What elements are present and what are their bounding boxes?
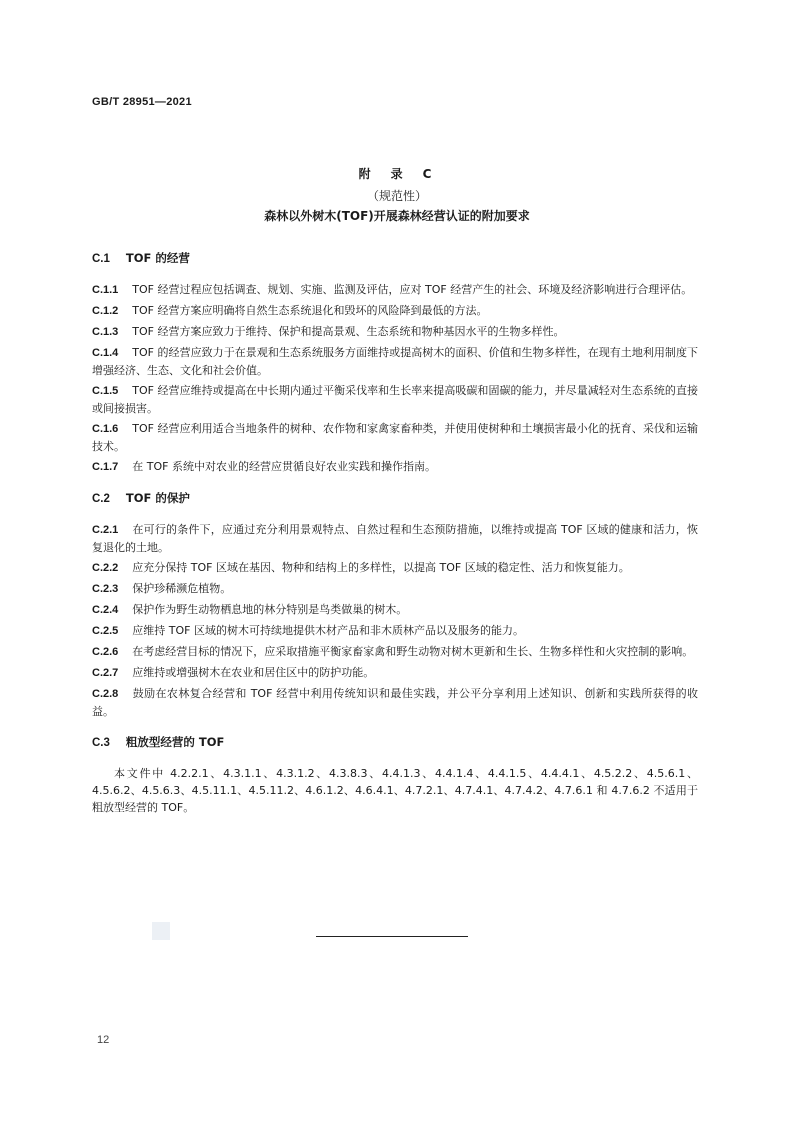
clause-number: C.1.7: [92, 461, 119, 473]
clause: [92, 344, 698, 379]
clause-text: TOF 经营方案应致力于维持、保护和提高景观、生态系统和物种基因水平的生物多样性。: [132, 325, 565, 338]
clause-number: C.1.1: [92, 284, 119, 296]
section-number: C.3: [92, 737, 110, 749]
clause: [92, 685, 698, 720]
clause-number: C.2.1: [92, 524, 119, 536]
annex-type: （规范性）: [366, 189, 427, 203]
clause: [92, 559, 698, 577]
section-c1: [92, 250, 698, 476]
clause: [92, 281, 698, 299]
clause: [92, 302, 698, 320]
section-title: TOF 的经营: [125, 251, 190, 265]
clause-text: 在考虑经营目标的情况下，应采取措施平衡家畜家禽和野生动物对树木更新和生长、生物多样性和火灾控制的影响。: [132, 645, 694, 658]
clause-text: 鼓励在农林复合经营和 TOF 经营中利用传统知识和最佳实践，并公平分享利用上述知识、创新和实践所获得的收益。: [92, 687, 698, 718]
scan-artifact: [152, 922, 170, 940]
clause-number: C.2.8: [92, 688, 119, 700]
clause-number: C.1.6: [92, 423, 119, 435]
standard-code: GB/T 28951—2021: [92, 96, 192, 108]
section-paragraph: 本文件中 4.2.2.1、4.3.1.1、4.3.1.2、4.3.8.3、4.4.1.3、4.4.1.4、4.4.1.5、4.4.4.1、4.5.2.2、4.5.6.1、4.5.6.2、4.5.6.3、4.5.11.1、4.5.11.2、4.6.1.2、4.6.4.1、4.7.2.1、4.7.4.1、4.7.4.2、4.7.6.1 和 4.7.6.2 不适用于粗放型经营的 TOF。: [92, 767, 698, 814]
clause-text: 在可行的条件下，应通过充分利用景观特点、自然过程和生态预防措施，以维持或提高 TOF 区域的健康和活力，恢复退化的土地。: [92, 523, 698, 554]
clause-text: 保护作为野生动物栖息地的林分特别是鸟类做巢的树木。: [132, 603, 408, 616]
clause-number: C.1.2: [92, 305, 119, 317]
section-number: C.1: [92, 253, 110, 265]
annex-name: 森林以外树木(TOF)开展森林经营认证的附加要求: [264, 209, 530, 223]
clause-number: C.2.7: [92, 667, 119, 679]
clause: [92, 580, 698, 598]
clause-text: 保护珍稀濒危植物。: [132, 582, 232, 595]
clause-number: C.2.2: [92, 562, 119, 574]
section-heading: [92, 250, 698, 268]
clause: [92, 323, 698, 341]
clause: [92, 521, 698, 556]
clause: [92, 601, 698, 619]
section-heading: [92, 490, 698, 508]
section-number: C.2: [92, 493, 110, 505]
clause-text: TOF 经营应维持或提高在中长期内通过平衡采伐率和生长率来提高吸碳和固碳的能力，并尽量减轻对生态系统的直接或间接损害。: [92, 384, 698, 415]
section-title: 粗放型经营的 TOF: [125, 735, 225, 749]
clause-number: C.1.3: [92, 326, 119, 338]
annex-content: [92, 250, 698, 830]
clause-text: TOF 经营应利用适合当地条件的树种、农作物和家禽家畜种类，并使用使树种和土壤损害最小化的抚育、采伐和运输技术。: [92, 422, 698, 453]
clause: [92, 643, 698, 661]
clause-number: C.2.3: [92, 583, 119, 595]
clause-number: C.1.5: [92, 385, 119, 397]
clause: [92, 458, 698, 476]
clause: [92, 664, 698, 682]
clause-text: TOF 经营方案应明确将自然生态系统退化和毁坏的风险降到最低的方法。: [132, 304, 488, 317]
page-number: 12: [97, 1034, 110, 1046]
clause: [92, 622, 698, 640]
clause-number: C.2.4: [92, 604, 119, 616]
clause-text: TOF 的经营应致力于在景观和生态系统服务方面维持或提高树木的面积、价值和生物多样性，在现有土地利用制度下增强经济、生态、文化和社会价值。: [92, 346, 698, 377]
clause-number: C.2.5: [92, 625, 119, 637]
clause-number: C.2.6: [92, 646, 119, 658]
annex-title: 附 录 C: [358, 167, 436, 181]
clause-text: 应充分保持 TOF 区域在基因、物种和结构上的多样性，以提高 TOF 区域的稳定性、活力和恢复能力。: [132, 561, 630, 574]
clause: [92, 420, 698, 455]
clause-text: 在 TOF 系统中对农业的经营应贯循良好农业实践和操作指南。: [132, 460, 436, 473]
clause: [92, 382, 698, 417]
clause-text: 应维持 TOF 区域的树木可持续地提供木材产品和非木质林产品以及服务的能力。: [132, 624, 524, 637]
clause-text: 应维持或增强树木在农业和居住区中的防护功能。: [132, 666, 375, 679]
clause-text: TOF 经营过程应包括调查、规划、实施、监测及评估，应对 TOF 经营产生的社会、环境及经济影响进行合理评估。: [132, 283, 693, 296]
section-c3: [92, 734, 698, 816]
section-c2: [92, 490, 698, 720]
clause-number: C.1.4: [92, 347, 119, 359]
section-title: TOF 的保护: [125, 491, 190, 505]
end-rule: [316, 936, 468, 937]
section-heading: [92, 734, 698, 752]
